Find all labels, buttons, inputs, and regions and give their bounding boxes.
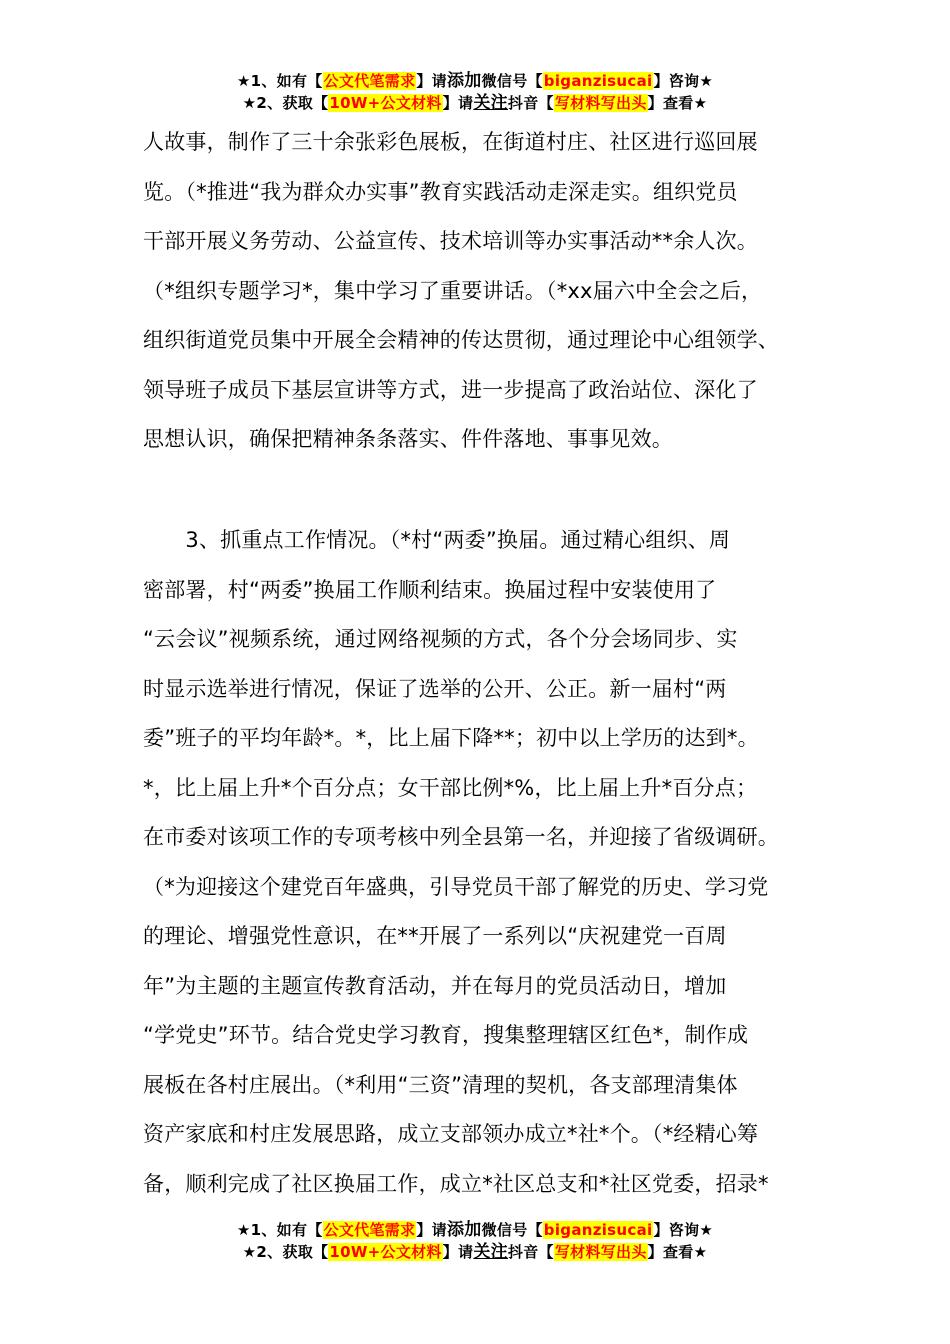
banner-emphasis: 关注 bbox=[473, 1242, 508, 1262]
banner-emphasis: 关注 bbox=[473, 93, 508, 113]
banner-highlight: 10W+公文材料 bbox=[329, 94, 442, 112]
banner-emphasis: 添加 bbox=[446, 71, 482, 91]
text-line: *，比上届上升*个百分点；女干部比例*%，比上届上升*百分点； bbox=[143, 775, 758, 800]
text-line: 展板在各村庄展出。（*利用“三资”清理的契机，各支部理清集体 bbox=[143, 1072, 738, 1097]
text-line: 3、抓重点工作情况。（*村“两委”换届。通过精心组织、周 bbox=[143, 528, 731, 552]
banner-text: 微信号【 bbox=[481, 72, 543, 90]
header-banner-line-2 bbox=[0, 92, 950, 114]
text-line: 备，顺利完成了社区换届工作，成立*社区总支和*社区党委，招录* bbox=[143, 1171, 769, 1196]
banner-highlight: 公文代笔需求 bbox=[323, 72, 416, 90]
banner-emphasis: 添加 bbox=[446, 1220, 482, 1240]
text-line: 委”班子的平均年龄*。*，比上届下降**；初中以上学历的达到*。 bbox=[143, 726, 759, 750]
text-line: 密部署，村“两委”换届工作顺利结束。换届过程中安装使用了 bbox=[143, 577, 717, 602]
text-line: “云会议”视频系统，通过网络视频的方式，各个分会场同步、实 bbox=[143, 627, 738, 651]
text-line: 在市委对该项工作的专项考核中列全县第一名，并迎接了省级调研。 bbox=[143, 825, 779, 849]
text-line: 资产家底和村庄发展思路，成立支部领办成立*社*个。（*经精心筹 bbox=[143, 1122, 759, 1146]
banner-highlight-wechat: biganzisucai bbox=[543, 72, 653, 90]
header-banner-line-1 bbox=[0, 70, 950, 92]
text-line: 干部开展义务劳动、公益宣传、技术培训等办实事活动**余人次。 bbox=[143, 229, 758, 253]
text-line: 人故事，制作了三十余张彩色展板，在街道村庄、社区进行巡回展 bbox=[143, 130, 758, 154]
banner-text: 】请 bbox=[442, 94, 474, 112]
banner-text: ★2、获取【 bbox=[242, 1243, 329, 1261]
banner-highlight-wechat: biganzisucai bbox=[543, 1221, 653, 1239]
text-line: “学党史”环节。结合党史学习教育，搜集整理辖区红色*，制作成 bbox=[143, 1023, 749, 1047]
banner-highlight: 公文代笔需求 bbox=[323, 1221, 416, 1239]
banner-highlight-douyin: 写材料写出头 bbox=[554, 94, 647, 112]
banner-text: 】请 bbox=[416, 72, 447, 90]
text-line: 的理论、增强党性意识，在**开展了一系列以“庆祝建党一百周 bbox=[143, 924, 727, 948]
text-line: （*组织专题学习*，集中学习了重要讲话。（*xx届六中全会之后， bbox=[143, 278, 763, 303]
text-line: 组织街道党员集中开展全会精神的传达贯彻，通过理论中心组领学、 bbox=[143, 328, 779, 352]
banner-text: 】咨询★ bbox=[653, 1221, 714, 1239]
banner-text: ★2、获取【 bbox=[242, 94, 329, 112]
text-line: 思想认识，确保把精神条条落实、件件落地、事事见效。 bbox=[143, 427, 673, 451]
footer-banner-line-1 bbox=[0, 1219, 950, 1241]
text-line: （*为迎接这个建党百年盛典，引导党员干部了解党的历史、学习党 bbox=[143, 874, 769, 899]
text-line: 领导班子成员下基层宣讲等方式，进一步提高了政治站位、深化了 bbox=[143, 377, 758, 402]
banner-text: 】请 bbox=[416, 1221, 447, 1239]
banner-text: 】查看★ bbox=[647, 1243, 708, 1261]
banner-text: 抖音【 bbox=[507, 1243, 554, 1261]
banner-text: 】咨询★ bbox=[653, 72, 714, 90]
banner-text: 】查看★ bbox=[647, 94, 708, 112]
text-line: 览。（*推进“我为群众办实事”教育实践活动走深走实。组织党员 bbox=[143, 179, 738, 204]
banner-highlight: 10W+公文材料 bbox=[329, 1243, 442, 1261]
paragraph-2 bbox=[143, 516, 823, 1209]
banner-text: 】请 bbox=[442, 1243, 474, 1261]
banner-text: 微信号【 bbox=[481, 1221, 543, 1239]
header-banner bbox=[0, 70, 950, 114]
banner-highlight-douyin: 写材料写出头 bbox=[554, 1243, 647, 1261]
banner-text: ★1、如有【 bbox=[236, 72, 323, 90]
banner-text: 抖音【 bbox=[507, 94, 554, 112]
banner-text: ★1、如有【 bbox=[236, 1221, 323, 1239]
footer-banner bbox=[0, 1219, 950, 1263]
text-line: 年”为主题的主题宣传教育活动，并在每月的党员活动日，增加 bbox=[143, 973, 727, 998]
paragraph-1 bbox=[143, 118, 823, 465]
text-line: 时显示选举进行情况，保证了选举的公开、公正。新一届村“两 bbox=[143, 676, 727, 701]
footer-banner-line-2 bbox=[0, 1241, 950, 1263]
